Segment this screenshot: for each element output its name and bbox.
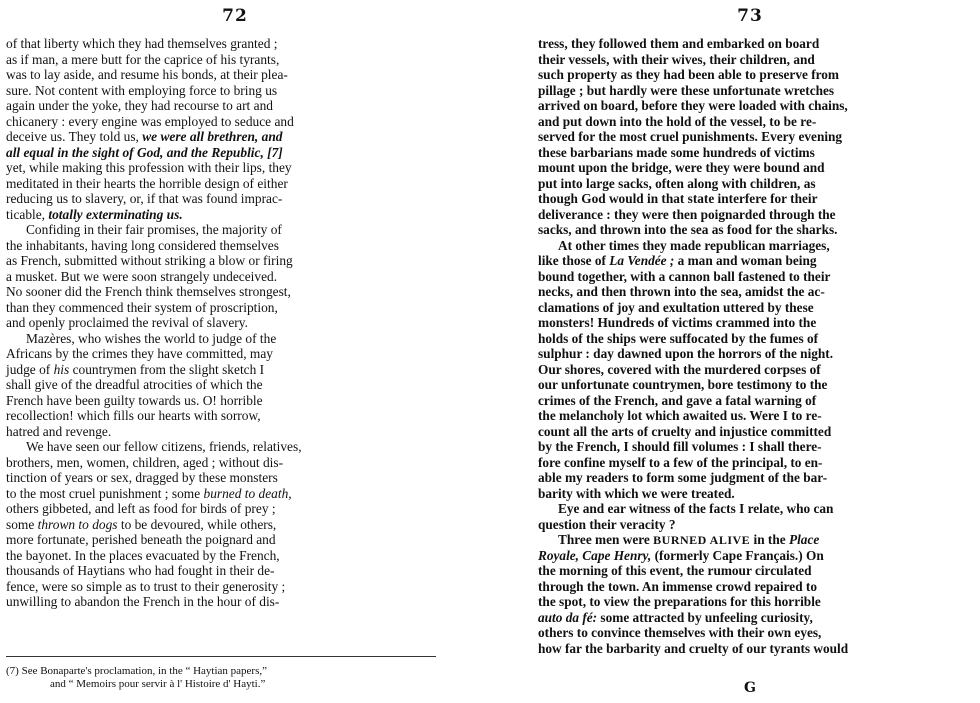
text-segment: Three men were: [558, 532, 654, 547]
text-line: [538, 532, 848, 548]
text-line: clamations of joy and exultation uttered by these: [538, 299, 814, 315]
text-line: Our shores, covered with the murdered corpses of: [538, 361, 821, 377]
text-line: recollection! which fills our hearts with sorrow,: [6, 408, 261, 423]
text-line: again under the yoke, they had recourse to art and: [6, 98, 273, 113]
text-line: pillage ; but hardly were these unfortunate wretches: [538, 82, 835, 98]
text-line: fence, were so simple as to trust to their generosity ;: [6, 578, 286, 594]
text-line: fore confine myself to a few of the principal, to en-: [538, 454, 823, 470]
text-segment: ticable,: [6, 206, 49, 222]
text-line: was to lay aside, and resume his bonds, at their plea-: [6, 67, 288, 82]
text-line: and openly proclaimed the revival of slavery.: [6, 315, 248, 330]
left-page: [0, 0, 470, 703]
text-line: [538, 253, 848, 269]
footnote-line: and “ Memoirs pour servir à l' Histoire d' Hayti.”: [50, 678, 266, 690]
text-line: brothers, men, women, children, aged ; without dis-: [6, 454, 284, 470]
text-line: question their veracity ?: [538, 516, 676, 532]
text-line: mount upon the bridge, were they were bound and: [538, 160, 825, 175]
small-caps-text: BURNED ALIVE: [653, 533, 751, 547]
text-line: tinction of years or sex, dragged by these monsters: [6, 470, 278, 485]
text-line: sulphur : day dawned upon the horrors of the night.: [538, 346, 834, 361]
text-line: [6, 145, 302, 161]
text-segment: some: [6, 516, 38, 532]
text-line: through the town. An immense crowd repaired to: [538, 578, 817, 594]
footnote-line: (7) See Bonaparte's proclamation, in the “ Haytian papers,”: [6, 665, 267, 677]
text-line: the melancholy lot which awaited us. Were I to re-: [538, 408, 822, 423]
text-line: a musket. But we were soon strangely undeceived.: [6, 268, 278, 284]
text-line: by the French, I should fill volumes : I shall there-: [538, 439, 822, 454]
text-segment: to the most cruel punishment ; some: [6, 485, 204, 501]
text-segment: to be devoured, while others,: [117, 516, 277, 532]
text-line: monsters! Hundreds of victims crammed into the: [538, 315, 817, 330]
text-line: sacks, and thrown into the sea as food for the sharks.: [538, 222, 838, 237]
text-line: how far the barbarity and cruelty of our tyrants would: [538, 640, 849, 656]
text-line: hatred and revenge.: [6, 423, 112, 439]
text-line: barity with which we were treated.: [538, 485, 735, 501]
text-line: necks, and then thrown into the sea, amidst the ac-: [538, 284, 825, 299]
emphasis-text: totally exterminating us.: [48, 206, 183, 222]
emphasis-text: burned to death,: [203, 485, 292, 501]
right-page: [520, 0, 980, 703]
emphasis-text: we were all brethren, and: [142, 129, 283, 144]
text-line: sure. Not content with employing force to bring us: [6, 82, 278, 98]
text-segment: the: [538, 563, 556, 578]
text-line: though God would in that state interfere for their: [538, 191, 818, 206]
text-segment: morning of this event, the rumour circulated: [559, 563, 812, 578]
text-line: chicanery : every engine was employed to seduce and: [6, 113, 294, 129]
text-line: deliverance : they were then poignarded through the: [538, 206, 836, 222]
emphasis-text: thrown to dogs: [37, 516, 118, 532]
text-segment: in the: [750, 532, 789, 547]
emphasis-text: Royale, Cape Henry,: [538, 547, 652, 563]
text-line: Africans by the crimes they have committed, may: [6, 346, 273, 361]
text-line: [6, 129, 302, 145]
page-number: 72: [222, 6, 248, 26]
text-line: able my readers to form some judgment of the bar-: [538, 470, 828, 485]
emphasis-text: La Vendée ;: [609, 253, 675, 268]
emphasis-text: Place: [788, 532, 820, 547]
emphasis-text: his: [53, 361, 70, 377]
footnote-divider: [6, 656, 436, 657]
text-segment: judge of: [6, 361, 54, 377]
text-line: unwilling to abandon the French in the hour of dis-: [6, 594, 280, 609]
text-line: tress, they followed them and embarked on board: [538, 36, 820, 51]
text-line: the spot, to view the preparations for this horrible: [538, 594, 821, 609]
text-line: Mazères, who wishes the world to judge of the: [26, 330, 277, 346]
text-line: than they commenced their system of proscription,: [6, 299, 278, 315]
text-line: [6, 207, 302, 223]
text-line: our unfortunate countrymen, bore testimony to the: [538, 377, 828, 392]
text-line: such property as they had been able to preserve from: [538, 67, 840, 82]
text-line: We have seen our fellow citizens, friends, relatives,: [26, 439, 302, 454]
text-line: and put down into the hold of the vessel, to be re-: [538, 113, 817, 129]
text-line: the inhabitants, having long considered themselves: [6, 237, 279, 253]
text-line: others gibbeted, and left as food for birds of prey ;: [6, 501, 276, 516]
text-line: their vessels, with their wives, their children, and: [538, 51, 815, 67]
text-line: Confiding in their fair promises, the majority of: [26, 222, 282, 237]
text-segment: some attracted by unfeeling curiosity,: [597, 609, 813, 625]
emphasis-text: all equal in the sight of God, and the Republic, [7]: [6, 144, 283, 160]
text-line: meditated in their hearts the horrible design of either: [6, 175, 288, 191]
text-line: bound together, with a cannon ball fastened to their: [538, 268, 831, 284]
text-line: count all the arts of cruelty and injustice committed: [538, 423, 832, 439]
signature-mark: G: [744, 680, 756, 696]
text-line: arrived on board, before they were loaded with chains,: [538, 98, 848, 113]
text-line: [538, 563, 848, 579]
text-line: reducing us to slavery, or, if that was found imprac-: [6, 191, 283, 206]
text-line: as if man, a mere butt for the caprice of his tyrants,: [6, 51, 280, 67]
text-line: yet, while making this profession with their lips, they: [6, 160, 292, 175]
text-segment: (formerly Cape Français.) On: [651, 547, 824, 563]
text-line: put into large sacks, often along with children, as: [538, 175, 816, 191]
text-line: thousands of Haytians who had fought in their de-: [6, 563, 275, 578]
text-line: as French, submitted without striking a blow or firing: [6, 253, 293, 268]
text-line: the bayonet. In the places evacuated by the French,: [6, 547, 280, 563]
footnote: [6, 665, 267, 691]
text-line: French have been guilty towards us. O! horrible: [6, 392, 263, 408]
text-line: shall give of the dreadful atrocities of which the: [6, 377, 263, 392]
text-line: At other times they made republican marriages,: [558, 237, 830, 253]
text-segment: countrymen from the slight sketch I: [69, 361, 265, 377]
text-line: holds of the ships were suffocated by the fumes of: [538, 330, 819, 346]
text-line: [6, 517, 302, 533]
text-line: crimes of the French, and gave a fatal warning of: [538, 392, 817, 408]
text-line: [6, 486, 302, 502]
text-line: [538, 610, 848, 626]
text-line: more fortunate, perished beneath the poignard and: [6, 532, 276, 547]
text-segment: like those of: [538, 253, 610, 268]
text-line: these barbarians made some hundreds of victims: [538, 144, 815, 160]
text-line: others to convince themselves with their own eyes,: [538, 625, 822, 640]
text-line: [538, 548, 848, 564]
page-number: 73: [737, 6, 763, 26]
emphasis-text: auto da fé:: [538, 609, 598, 625]
page-body: [538, 36, 848, 656]
text-line: of that liberty which they had themselves granted ;: [6, 36, 278, 51]
text-line: Eye and ear witness of the facts I relate, who can: [558, 501, 834, 516]
text-line: served for the most cruel punishments. Every evening: [538, 129, 843, 144]
text-line: [6, 362, 302, 378]
text-segment: deceive us. They told us,: [6, 129, 143, 144]
page-body: [6, 36, 302, 610]
text-line: No sooner did the French think themselves strongest,: [6, 284, 291, 299]
text-segment: a man and woman being: [674, 253, 817, 268]
